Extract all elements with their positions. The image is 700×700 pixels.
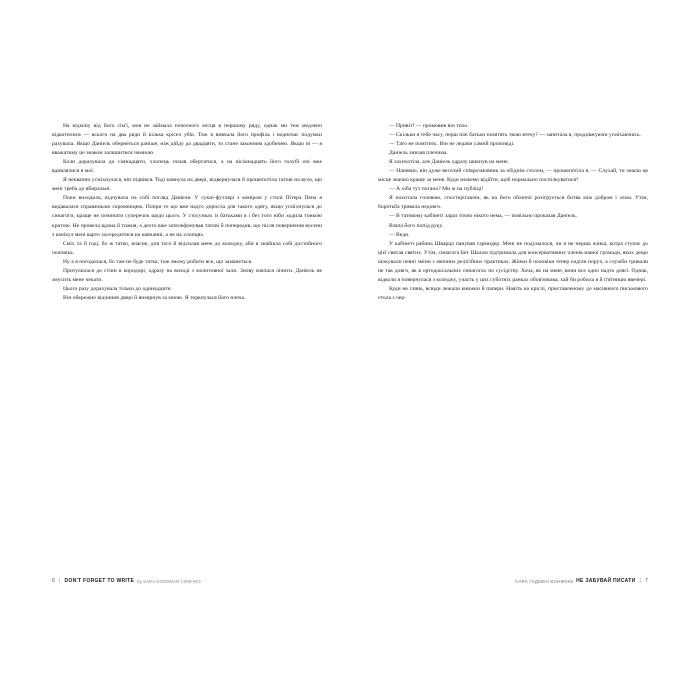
paragraph: Ну а я погодилася, бо там не буде татка, тож зможу робити все, що заманеться. xyxy=(63,258,253,265)
paragraph: Куди не глянь, всюди лежали книжки й папери. Навіть на кріслі, приставленому до масивного письмового стола з чер- xyxy=(378,285,648,301)
paragraph: — Привіт! — промовив він тихо. xyxy=(389,123,469,129)
paragraph: Цього разу дорахувала тільки до одинадцяти. xyxy=(63,285,172,292)
paragraph: — Напевно, він дуже веселий співрозмовник за обіднім столом, — прошепотіла я. — Слухай, ти знаєш це місце значно краще за мене. Куди можемо відійти, щоб нормально поспілкуватися? xyxy=(378,168,648,184)
paragraph: — Тато не помітить. Він не ледачи самий проповіді. xyxy=(389,141,515,148)
paragraph: Коли дорахувала до сімнадцяти, хлопець почав обертатися, а на вісімнадцять його голубі очі вже вдивлялися в мої. xyxy=(52,159,322,175)
paragraph: Я неквапно усміхнулася, він підвівся. Тоді кивнула на двері, відвернулася й прошепотіла татові на вухо, що мені треба до вбиральні. xyxy=(52,177,322,193)
paragraph: Він обережно відчинив двері й визирнув за мною. Я торкнулася його плеча. xyxy=(63,294,246,301)
paragraph: — В татовому кабінеті зараз точно нікого нема, — повільно проказав Даніель. xyxy=(389,213,578,220)
paragraph: Я похитала головою, спостерігаючи, як на його обличчі розігрується битва між добром і злом. Утім, боротьба тривала недовго. xyxy=(378,195,648,211)
footer-separator: | xyxy=(58,578,61,584)
paragraph: Взяла його попід руку. xyxy=(389,222,444,229)
page-number: 6 xyxy=(52,578,55,584)
paragraph: — Скільки я тебе часу, перш ніж батьки помітять твою втечу? — запитала я, продовжуючи усміхаючись. xyxy=(389,132,641,139)
paragraph: На відміну від його сім'ї, моя не займала почесного місця в першому ряду, однак ми теж медлено відкотилися — всього на два ряди й кілька крісел убік. Тож я вивчала його профіль і водночас подумки рахувала. Якщо Даніель обернеться раніше, ніж дійду до двадцяти, то стане законним здобичею. Якщо ні — я вважатиму це знаком залишитися чемною. xyxy=(52,123,322,157)
book-title-ua: НЕ ЗАБУВАЙ ПИСАТИ xyxy=(576,578,636,584)
book-author-ua: САРА ГУДМЕН КОНФІНО xyxy=(514,578,574,584)
paragraph: Притулилася до стіни в коридорі, одразу на виході з молитовної зали. Знову взялася лічити. Даніель не змусить мене чекати. xyxy=(52,267,322,283)
paragraph: Поки виходила, відчувала на собі погляд Даніеля. У сукні-футлярі з коміром у стилі Пітера Пена я видавалася справжньою скромницею. Попри те що вже надто доросла для такого одягу, якщо усміхнулася до синагоги, краще не починати суперечок щодо цього. У стосунках із батьками я і без того ніби ходила тонкою кригою. Не провела вдома й тижня, а дехто вже зателефонував татові й попередив, що після повернення восени з канікул мені варто зосередитися на навчанні, а не на хлопцях. xyxy=(52,195,322,238)
right-page-footer xyxy=(515,578,648,584)
footer-separator: | xyxy=(639,578,642,584)
paragraph: Я захихотіла, але Даніель одразу шикнув на мене. xyxy=(389,159,509,166)
paragraph: — А хіба тут погано? Ми ж на публіці! xyxy=(389,186,484,193)
left-page-text-column xyxy=(52,122,322,303)
right-page xyxy=(350,0,700,700)
paragraph: — Веди. xyxy=(389,231,410,238)
book-byline-en: by SARA GOODMAN CONFINO xyxy=(137,578,201,584)
paragraph: Даніель знизав плечима. xyxy=(389,150,448,157)
right-page-text-column xyxy=(378,122,648,303)
paragraph: Сміх та й годі, бо ж татко, власне, для того й відсилав мене до коледжу, аби я знайшла собі достойного чоловіка. xyxy=(52,240,322,256)
page-number: 7 xyxy=(645,578,648,584)
left-page-footer xyxy=(52,578,201,584)
book-title-en: DON'T FORGET TO WRITE xyxy=(64,578,135,584)
paragraph: У кабінеті рабина Шварца панував гармидер. Мені не подумалося, чи я не перша жінка, котра ступає до цієї святая святих. Утім, синагога Бет Шалом підтримала для консервативних членів нашої громади, яких дещо шокували певні зміни з звичних релігійних практиках. Жінки й чоловіки тепер сиділи поруч, а служби тривали не так довго, як в ортодоксальних синагогах по сусідству. Хоча, як на мене, вони все одно надто довгі. Однак, відколи я повернулася з коледжу, участь у цих суботніх ранках обов'язкова, хай би робила я й п'ятницю ввечері. xyxy=(378,240,648,283)
